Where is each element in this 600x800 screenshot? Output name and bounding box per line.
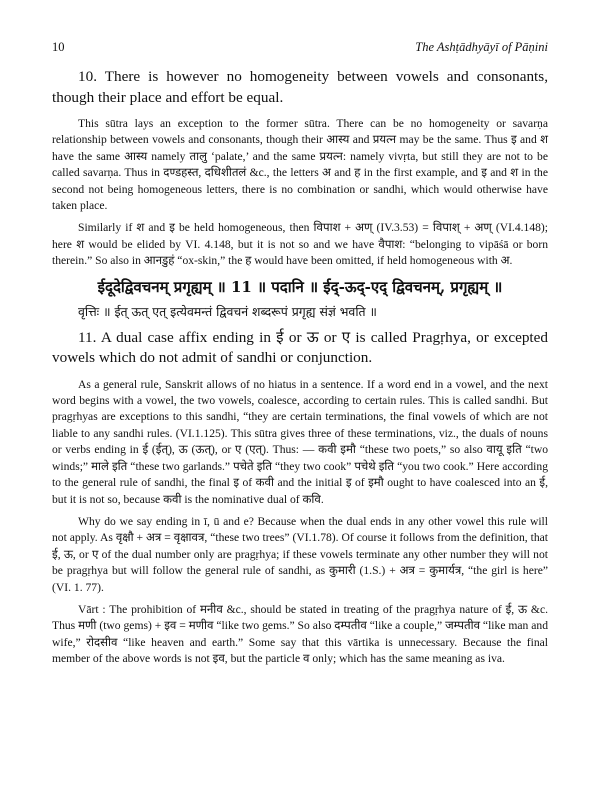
sutra-11-paragraph-2: Why do we say ending in ī, ū and e? Because when the dual ends in any other vowel this rule will not apply. As वृक्षौ + अत्र = वृक्षावत्र, “these two trees” (VI.1.78). Of course it follows from the definition, that ई, ऊ, or ए of the dual number only are pragṛhya; if these vowels terminate any other number they will not be pragṛhya but will follow the general rule of sandhi, as कुमारी (1.S.) + अत्र = कुमार्यत्र, “the girl is here” (VI. 1. 77). [52,514,548,594]
sutra-11-vritti: वृत्तिः ॥ ईत् ऊत् एत् इत्येवमन्तं द्विवचनं शब्दरूपं प्रगृह्य संज्ञं भवति ॥ [78,303,377,319]
page-number: 10 [52,40,65,54]
sutra-11-paragraph-1: As a general rule, Sanskrit allows of no hiatus in a sentence. If a word end in a vowel, and the next word begins with a vowel, the two vowels, coalesce, according to certain rules. This is called sandhi. But pragṛhyas are exceptions to this sandhi, “they are certain terminations, the final vowels of which are not liable to any sandhi rules. (VI.1.125). This sūtra gives three of these terminations, viz., the duals of nouns or verbs ending in ई (ईत्), ऊ (ऊत्), or ए (एत्). Thus: — कवी इमौ “these two poets,” so also वायू इति “two winds;” माले इति “these two garlands.” पचेते इति “they two cook” पचेथे इति “you two cook.” Here according to the general rule of sandhi, the final इ of कवी and the initial इ of इमौ ought to have coalesced into an ई, but it is not so, because कवी is the nominative dual of कवि. [52,377,548,506]
sutra-11-vartika: Vārt : The prohibition of मनीव &c., should be stated in treating of the pragṛhya nature of ई, ऊ &c. Thus मणी (two gems) + इव = मणीव “like two gems.” So also दम्पतीव “like a couple,” जम्पतीव “like man and wife,” रोदसीव “like heaven and earth.” Some say that this vārtika is unnecessary. Because the final member of the above words is not इव, but the particle व only; which has the same meaning as iva. [52,602,548,666]
book-title: The Ashṭādhyāyī of Pāṇini [415,40,548,54]
sutra-10-heading: 10. There is however no homogeneity between vowels and consonants, though their place and effort be equal. [52,68,548,106]
sutra-10-paragraph-2: Similarly if श and इ be held homogeneous, then विपाश + अण् (IV.3.53) = विपाश् + अण् (VI.4.148); here श would be elided by VI. 4.148, but it is not so and we have वैपाश: “belonging to vipāśā or born therein.” So also in आनडुहं “ox-skin,” the ह would have been omitted, if held homogeneous with अ. [52,221,548,268]
running-header [52,40,548,55]
sutra-11-sanskrit: ईदूदेद्विवचनम् प्रगृह्यम् ॥ 11 ॥ पदानि ॥ ईद्-ऊद्-एद् द्विवचनम्, प्रगृह्यम् ॥ [97,277,503,296]
sutra-10-paragraph-1: This sūtra lays an exception to the former sūtra. There can be no homogeneity or savarṇa relationship between vowels and consonants, though their आस्य and प्रयत्न may be the same. Thus इ and श have the same आस्य namely तालु ‘palate,’ and the same प्रयत्न: namely vivṛta, but still they are not to be called savarṇa. Thus in दण्डहस्त, दधिशीतलं &c., the letters अ and ह in the first example, and इ and श in the second not being homogeneous letters, there is no combination or sandhi, which would otherwise have taken place. [52,117,548,213]
sutra-11-heading: 11. A dual case affix ending in ई or ऊ or ए is called Pragṛhya, or excepted vowels which do not admit of sandhi or conjunction. [52,328,548,367]
